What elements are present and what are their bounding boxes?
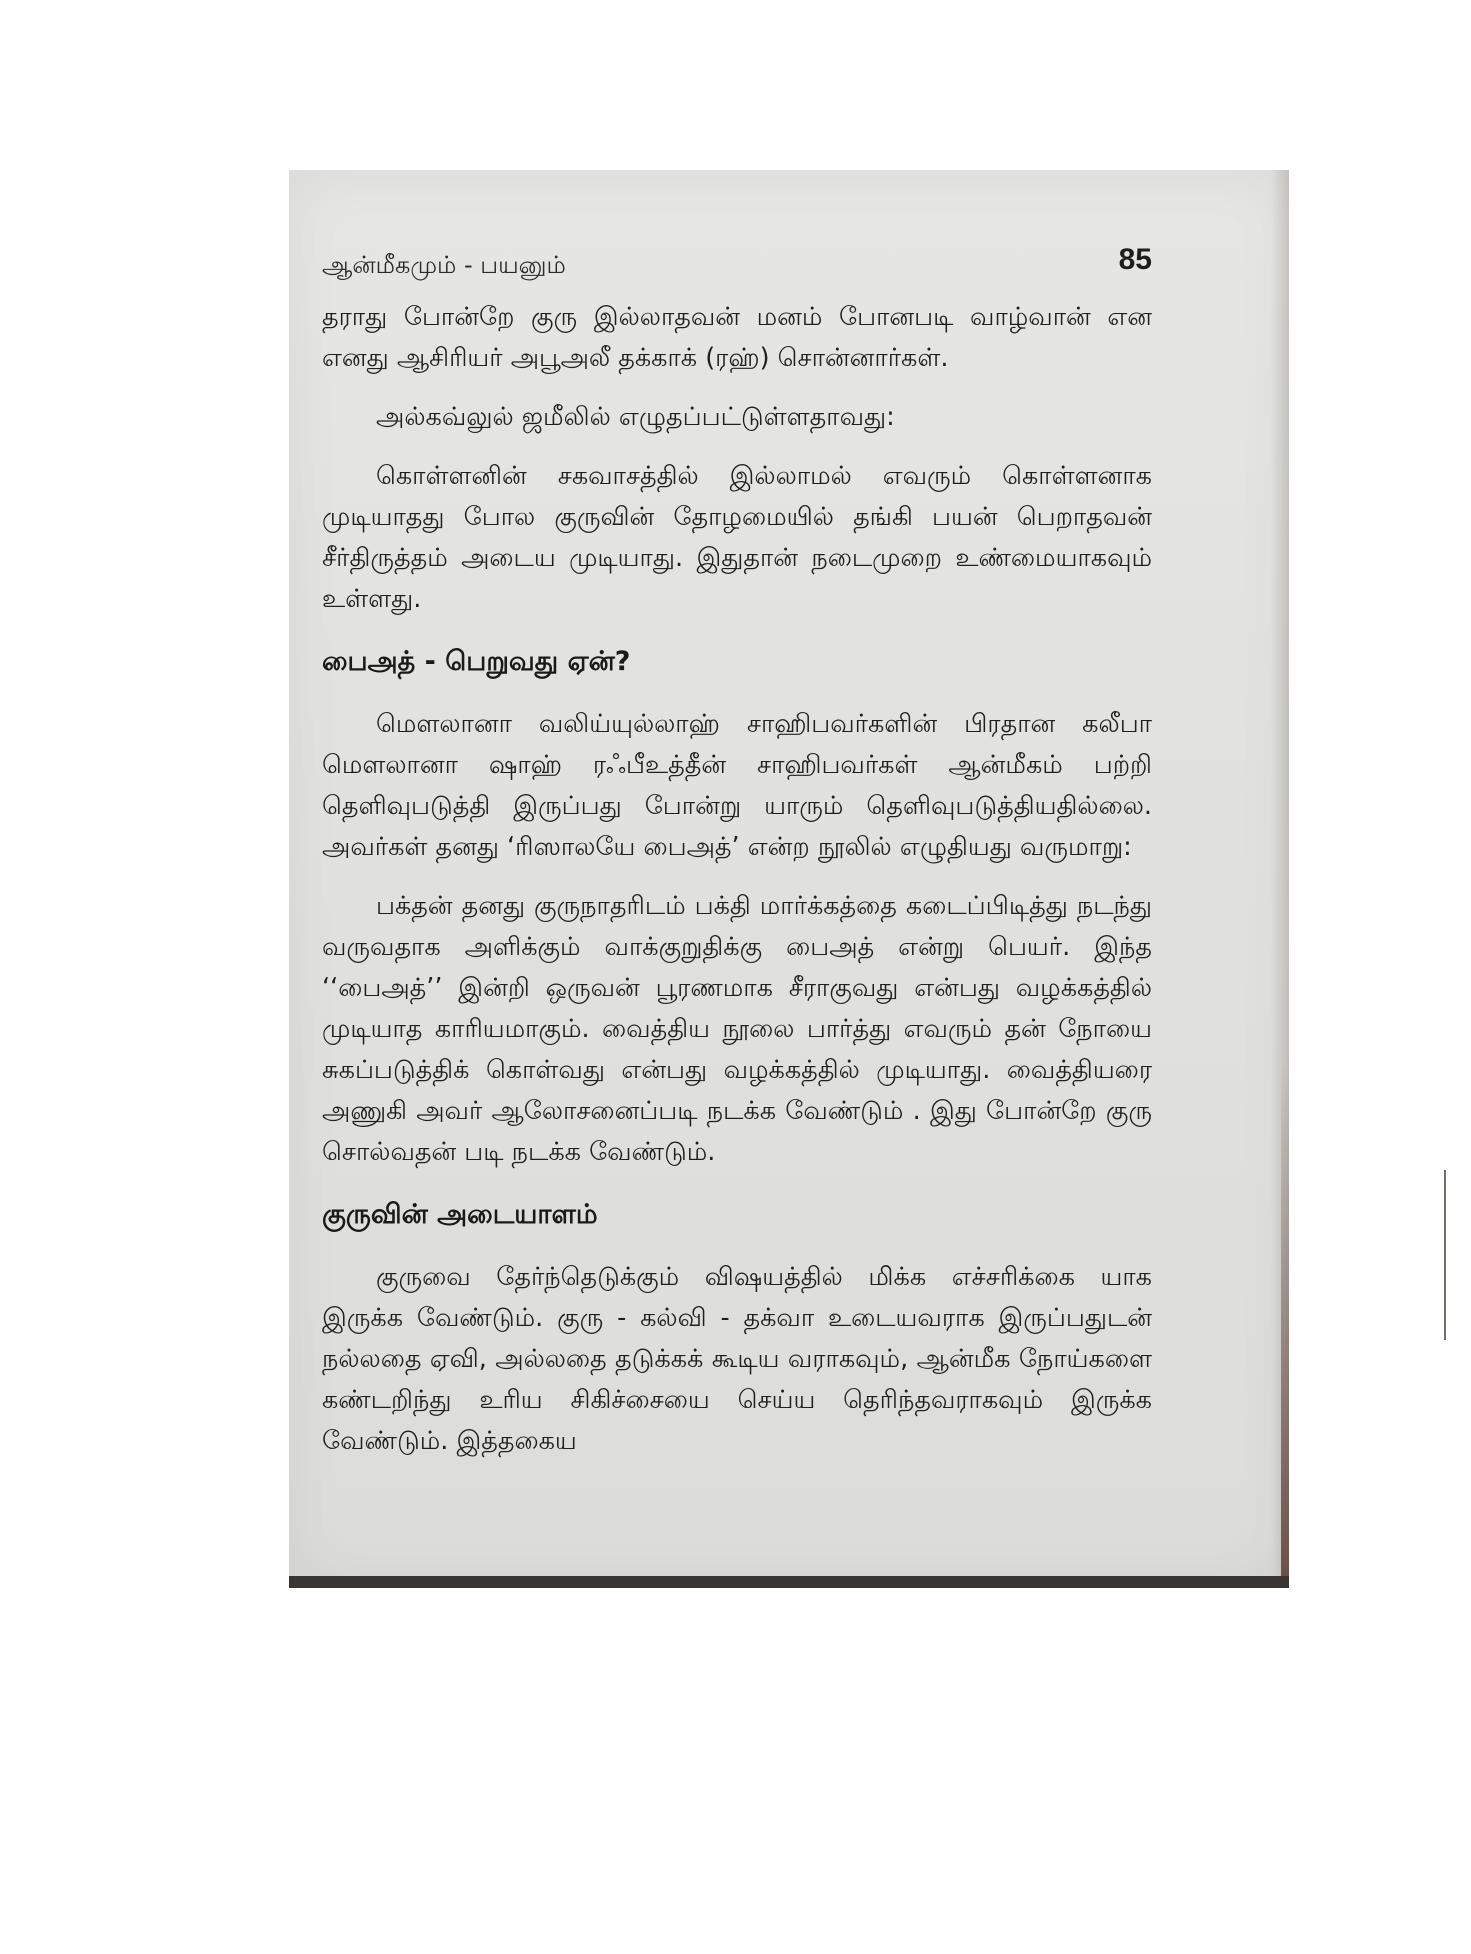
running-head: ஆன்மீகமும் - பயனும் [322, 251, 566, 279]
paragraph-3: கொள்ளனின் சகவாசத்தில் இல்லாமல் எவரும் கொள்ளனாக முடியாதது போல குருவின் தோழமையில் தங்கி பயன் பெறாதவன் சீர்திருத்தம் அடைய முடியாது. இதுதான் நடைமுறை உண்மையாகவும் உள்ளது. [322, 461, 1152, 614]
scan-artifact-line [1444, 1170, 1446, 1340]
page-header [322, 243, 1152, 283]
page-bottom-edge [289, 1576, 1289, 1588]
paragraph-6: குருவை தேர்ந்தெடுக்கும் விஷயத்தில் மிக்க எச்சரிக்கை யாக இருக்க வேண்டும். குரு - கல்வி - தக்வா உடையவராக இருப்பதுடன் நல்லதை ஏவி, அல்லதை தடுக்கக் கூடிய வராகவும், ஆன்மீக நோய்களை கண்டறிந்து உரிய சிகிச்சையை செய்ய தெரிந்தவராகவும் இருக்க வேண்டும். இத்தகைய [322, 1262, 1152, 1456]
page-body [322, 297, 1152, 1462]
page-binding-edge [1281, 1060, 1289, 1588]
paragraph-1: தராது போன்றே குரு இல்லாதவன் மனம் போனபடி வாழ்வான் என எனது ஆசிரியர் அபூஅலீ தக்காக் (ரஹ்) சொன்னார்கள். [322, 302, 1152, 373]
paragraph-4: மௌலானா வலிய்யுல்லாஹ் சாஹிபவர்களின் பிரதான கலீபா மௌலானா ஷாஹ் ரஃபீஉத்தீன் சாஹிபவர்கள் ஆன்மீகம் பற்றி தெளிவுபடுத்தி இருப்பது போன்று யாரும் தெளிவுபடுத்தியதில்லை. அவர்கள் தனது ‘ரிஸாலயே பைஅத்’ என்ற நூலில் எழுதியது வருமாறு: [322, 709, 1152, 862]
paragraph-5: பக்தன் தனது குருநாதரிடம் பக்தி மார்க்கத்தை கடைப்பிடித்து நடந்து வருவதாக அளிக்கும் வாக்குறுதிக்கு பைஅத் என்று பெயர். இந்த ‘‘பைஅத்’’ இன்றி ஒருவன் பூரணமாக சீராகுவது என்பது வழக்கத்தில் முடியாத காரியமாகும். வைத்திய நூலை பார்த்து எவரும் தன் நோயை சுகப்படுத்திக் கொள்வது என்பது வழக்கத்தில் முடியாது. வைத்தியரை அணுகி அவர் ஆலோசனைப்படி நடக்க வேண்டும் . இது போன்றே குரு சொல்வதன் படி நடக்க வேண்டும். [322, 891, 1152, 1167]
paragraph-2: அல்கவ்லுல் ஜமீலில் எழுதப்பட்டுள்ளதாவது: [376, 402, 895, 432]
section-heading-bayath: பைஅத் - பெறுவது ஏன்? [322, 646, 631, 677]
page-number: 85 [1118, 243, 1152, 276]
section-heading-guru-identity: குருவின் அடையாளம் [322, 1199, 598, 1230]
